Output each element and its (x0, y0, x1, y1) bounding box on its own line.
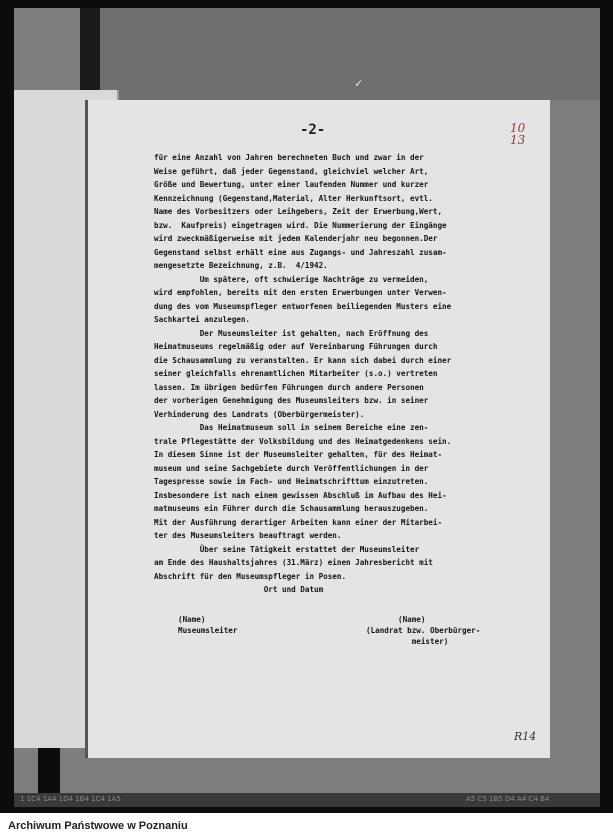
document-line: Abschrift für den Museumspfleger in Posen. (154, 571, 347, 581)
document-line: bzw. Kaufpreis) eingetragen wird. Die Nummerierung der Eingänge (154, 220, 447, 230)
document-line: mengesetzte Bezeichnung, z.B. 4/1942. (154, 261, 328, 270)
archive-name: Archiwum Państwowe w Poznaniu (8, 820, 188, 832)
page-number-top: 10 (510, 121, 526, 135)
document-line: museum und seine Sachgebiete durch Veröffentlichungen in der (154, 463, 429, 473)
scan-top-area (100, 8, 600, 100)
film-edge-block (38, 748, 60, 793)
document-line: wird zweckmäßigerweise mit jedem Kalenderjahr neu begonnen.Der (154, 234, 438, 243)
document-line: Mit der Ausführung derartiger Arbeiten kann einer der Mitarbei- (154, 517, 443, 527)
document-line: Ort und Datum (154, 585, 324, 594)
document-line: lassen. Im übrigen bedürfen Führungen durch andere Personen (154, 382, 424, 392)
document-line: dung des vom Museumspfleger entworfenen beiliegenden Musters eine (154, 301, 452, 311)
document-line: Tagespresse sowie im Fach- und Heimatschrifttum einzutreten. (154, 477, 429, 486)
document-line: Gegenstand selbst erhält eine aus Zugangs- und Jahreszahl zusam- (154, 247, 447, 257)
signature-right: (Name) (Landrat bzw. Oberbürger- meister) (366, 615, 481, 646)
document-body (154, 151, 546, 597)
document-line: matmuseums ein Führer durch die Schausammlung herauszugeben. (154, 504, 429, 513)
document-line: der vorherigen Genehmigung des Museumsleiters bzw. in seiner (154, 396, 429, 405)
document-line: Das Heimatmuseum soll in seinem Bereiche eine zen- (154, 423, 429, 432)
document-line: Insbesondere ist nach einem gewissen Abschluß im Aufbau des Hei- (154, 490, 447, 500)
document-line: In diesem Sinne ist der Museumsleiter gehalten, für des Heimat- (154, 450, 443, 459)
document-line: Größe und Bewertung, unter einer laufenden Nummer und kurzer (154, 180, 429, 189)
document-line: Über seine Tätigkeit erstattet der Museumsleiter (154, 544, 420, 554)
strip-code-left: 1 1C4 1A4 1D4 1B4 1C4 1A5 (20, 795, 121, 803)
strip-code-right: A5 C5 1B5 D4 A4 C4 B4 (466, 795, 550, 803)
document-line: die Schausammlung zu veranstalten. Er kann sich dabei durch einer (154, 355, 452, 365)
page-mark: -2- (300, 122, 326, 138)
document-line: trale Pflegestätte der Volksbildung und des Heimatgedenkens sein. (154, 436, 452, 446)
corner-mark: R14 (514, 730, 537, 743)
document-line: Der Museumsleiter ist gehalten, nach Eröffnung des (154, 328, 429, 338)
document-line: für eine Anzahl von Jahren berechneten Buch und zwar in der (154, 153, 424, 162)
document-line: am Ende des Haushaltsjahres (31.März) einen Jahresbericht mit (154, 558, 433, 567)
document-line: Kennzeichnung (Gegenstand,Material, Alter Herkunftsort, evtl. (154, 193, 433, 203)
film-strip-dark (80, 8, 100, 98)
signature-left: (Name) Museumsleiter (178, 615, 238, 635)
page-number-bottom: 13 (510, 133, 526, 147)
document-line: Weise geführt, daß jeder Gegenstand, gleichviel welcher Art, (154, 166, 429, 176)
document-line: Name des Vorbesitzers oder Leihgebers, Zeit der Erwerbung,Wert, (154, 207, 443, 216)
document-line: Sachkartei anzulegen. (154, 315, 251, 324)
document-line: Um spätere, oft schwierige Nachträge zu vermeiden, (154, 274, 429, 284)
document-line: ter des Museumsleiters beauftragt werden. (154, 531, 342, 540)
page-number (510, 122, 525, 146)
tick-mark: ✓ (355, 76, 363, 90)
document-line: Verhinderung des Landrats (Oberbürgermeister). (154, 409, 365, 419)
document-line: Heimatmuseums regelmäßig oder auf Vereinbarung Führungen durch (154, 342, 438, 351)
document-line: seiner gleichfalls ehrenamtlichen Mitarbeiter (s.o.) vertreten (154, 369, 438, 378)
document-line: wird empfohlen, bereits mit den ersten Erwerbungen unter Verwen- (154, 288, 447, 297)
